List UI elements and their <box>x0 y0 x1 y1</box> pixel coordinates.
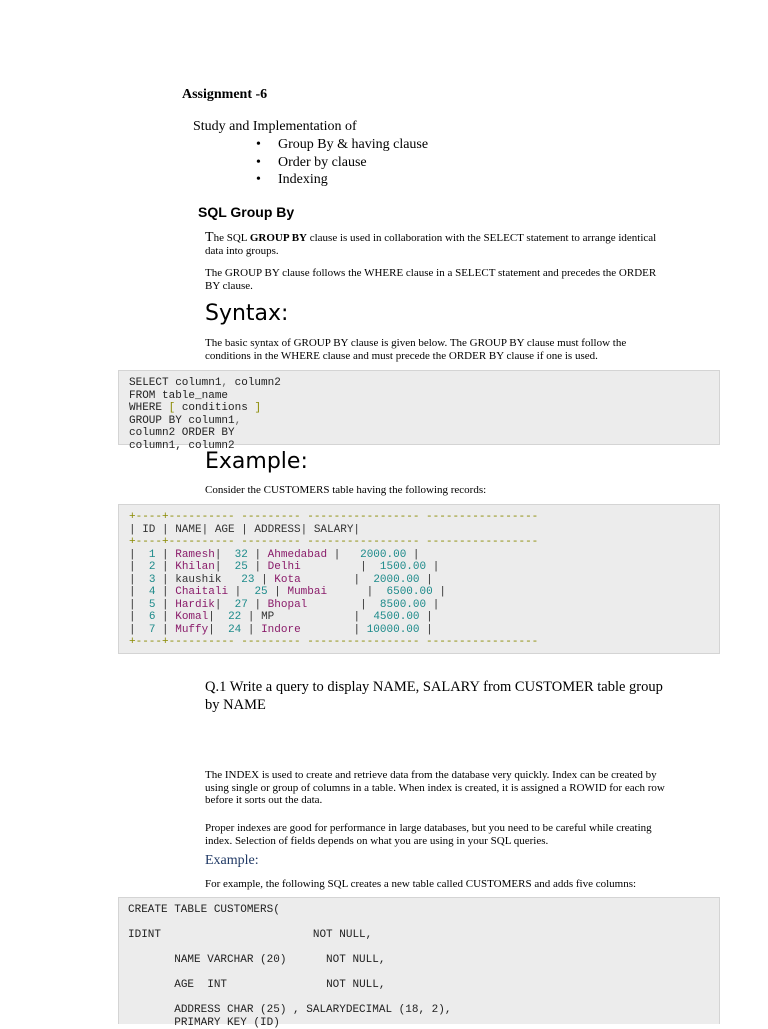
table-row: | 3 | kaushik 23 | Kota | 2000.00 | <box>129 573 433 586</box>
example-heading: Example: <box>205 449 308 474</box>
example2-description: For example, the following SQL creates a new table called CUSTOMERS and adds five columns: <box>205 878 637 890</box>
table-header: | ID | NAME| AGE | ADDRESS| SALARY| <box>129 523 361 536</box>
code-line: NOT NULL, <box>326 954 386 966</box>
table-row: | 4 | Chaitali | 25 | Mumbai | 6500.00 | <box>129 586 446 598</box>
page-title: Assignment -6 <box>182 87 268 102</box>
code-line: FROM table_name <box>129 389 229 402</box>
code-line: PRIMARY KEY (ID) <box>174 1016 280 1029</box>
syntax-description: The basic syntax of GROUP BY clause is given below. The GROUP BY clause must follow the conditions in the WHERE clause and must precede the ORDER BY clause if one is used. <box>205 337 627 362</box>
code-punct: ] <box>254 402 262 414</box>
list-item <box>256 154 428 172</box>
groupby-order-note: The GROUP BY clause follows the WHERE clause in a SELECT statement and precedes the ORDER BY clause. <box>205 267 657 292</box>
table-row: | 6 | Komal| 22 | MP | 4500.00 | <box>129 611 433 623</box>
syntax-heading: Syntax: <box>205 301 289 326</box>
bullet-icon: • <box>256 154 261 170</box>
table-border: +----+---------- --------- ----------------- ----------------- <box>129 511 539 523</box>
groupby-description <box>205 232 665 257</box>
code-line: NOT NULL, <box>326 979 386 991</box>
code-punct: , <box>221 377 229 389</box>
bullet-icon: • <box>256 172 261 187</box>
code-punct: , <box>234 414 242 427</box>
index-performance-note: Proper indexes are good for performance in large databases, but you need to be careful while creating index. Selection of fields depends on what you are using in your SQL queries. <box>205 822 652 847</box>
list-item-label: Order by clause <box>278 154 367 170</box>
list-item-label: Group By & having clause <box>278 137 429 152</box>
section-heading: SQL Group By <box>198 204 295 220</box>
example-description: Consider the CUSTOMERS table having the following records: <box>205 484 487 496</box>
table-border: +----+---------- --------- ----------------- ----------------- <box>129 636 539 648</box>
code-line: column2 ORDER BY <box>129 427 235 439</box>
code-line: SELECT column1 <box>129 377 222 389</box>
para-text: clause is used in collaboration with the SELECT statement to arrange identical data into groups. <box>205 232 657 257</box>
create-table-code-block <box>118 897 720 1029</box>
para-bold: GROUP BY <box>249 232 307 244</box>
table-border: +----+---------- --------- ----------------- ----------------- <box>129 536 539 548</box>
bullet-icon: • <box>256 137 261 152</box>
index-description: The INDEX is used to create and retrieve data from the database very quickly. Index can be created by using single or group of columns in a table. When index is created, it is assigned a ROWID for each row before it sorts out the data. <box>205 769 665 806</box>
code-line: column1, column2 <box>129 439 235 452</box>
code-line: AGE INT <box>174 979 228 991</box>
code-line: ADDRESS CHAR (25) , SALARYDECIMAL (18, 2), <box>174 1004 452 1016</box>
syntax-code-block <box>118 370 720 452</box>
list-item <box>256 136 428 154</box>
code-line: GROUP BY column1 <box>129 414 235 427</box>
code-line: WHERE <box>129 402 169 414</box>
example2-heading: Example: <box>205 853 259 868</box>
table-row: | 5 | Hardik| 27 | Bhopal | 8500.00 | <box>129 598 440 611</box>
code-line: conditions <box>175 402 255 414</box>
code-line: NAME VARCHAR (20) <box>174 954 287 966</box>
intro-text: Study and Implementation of <box>193 119 357 134</box>
code-line: IDINT <box>128 929 162 941</box>
table-row: | 7 | Muffy| 24 | Indore | 10000.00 | <box>129 623 433 636</box>
code-line: CREATE TABLE CUSTOMERS( <box>128 904 280 916</box>
list-item-label: Indexing <box>278 172 328 187</box>
table-row: | 1 | Ramesh| 32 | Ahmedabad | 2000.00 | <box>129 548 420 561</box>
question-text: Q.1 Write a query to display NAME, SALARY from CUSTOMER table group by NAME <box>205 679 663 713</box>
topic-list <box>256 136 428 189</box>
customers-table-block <box>118 504 720 654</box>
list-item <box>256 171 428 189</box>
table-row: | 2 | Khilan| 25 | Delhi | 1500.00 | <box>129 561 440 573</box>
para-text: he SQL <box>213 232 250 244</box>
code-punct: [ <box>168 402 176 414</box>
code-line: NOT NULL, <box>312 929 373 941</box>
code-line: column2 <box>228 377 281 389</box>
drop-letter: T <box>205 230 214 245</box>
